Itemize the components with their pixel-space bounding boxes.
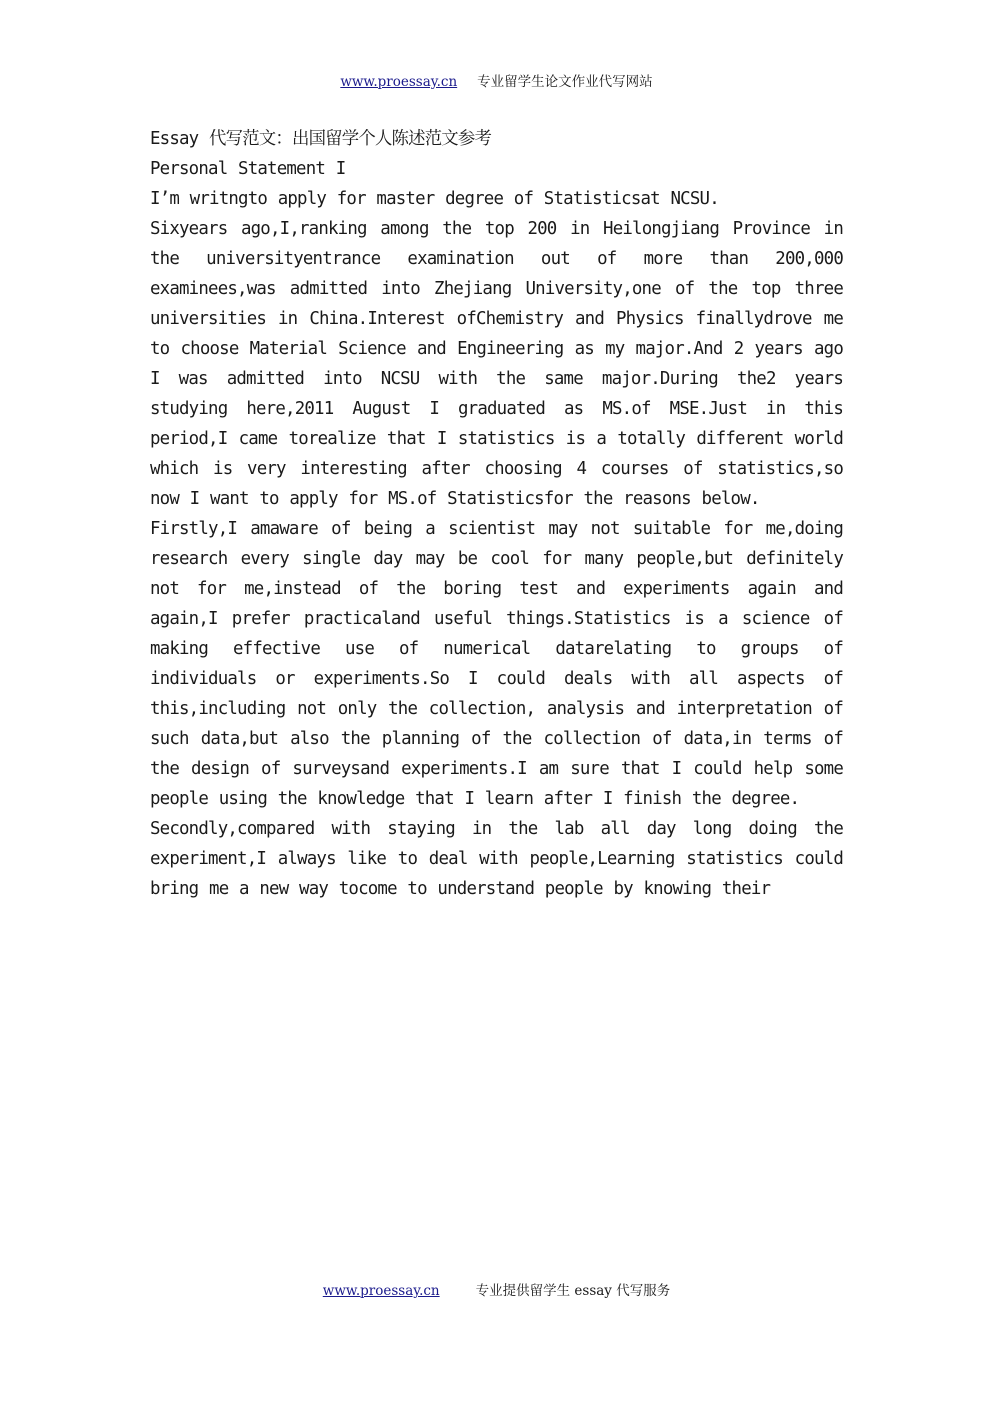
paragraph-background: Sixyears ago,I,ranking among the top 200 in Heilongjiang Province in the universityentrance examination out of more than 200,000 examinees,was admitted into Zhejiang University,one of the top three universities in China.Interest ofChemistry and Physics finallydrove me to choose Material Science and Engineering as my major.And 2 years ago I was admitted into NCSU with the same major.During the2 years studying here,2011 August I graduated as MS.of MSE.Just in this period,I came torealize that I statistics is a totally different world which is very interesting after choosing 4 courses of statistics,so now I want to apply for MS.of Statisticsfor the reasons below. bbox=[150, 219, 843, 509]
statement-heading: Personal Statement I bbox=[150, 159, 346, 179]
page-footer bbox=[0, 1281, 993, 1301]
document-body bbox=[150, 124, 843, 904]
footer-tagline: 专业提供留学生 essay 代写服务 bbox=[475, 1283, 671, 1299]
paragraph-firstly: Firstly,I amaware of being a scientist may not suitable for me,doing research every single day may be cool for many people,but definitely not for me,instead of the boring test and experiments again and again,I prefer practicaland useful things.Statistics is a science of making effective use of numerical datarelating to groups of individuals or experiments.So I could deals with all aspects of this,including not only the collection, analysis and interpretation of such data,but also the planning of the collection of data,in terms of the design of surveysand experiments.I am sure that I could help some people using the knowledge that I learn after I finish the degree. bbox=[150, 519, 843, 809]
footer-site-link[interactable]: www.proessay.cn bbox=[322, 1283, 440, 1299]
paragraph-secondly: Secondly,compared with staying in the lab all day long doing the experiment,I always like to deal with people,Learning statistics could bring me a new way tocome to understand people by knowing their bbox=[150, 819, 843, 899]
header-site-link[interactable]: www.proessay.cn bbox=[340, 74, 458, 90]
document-title: Essay 代写范文：出国留学个人陈述范文参考 bbox=[150, 129, 492, 149]
page-header bbox=[0, 72, 993, 92]
intro-sentence: I’m writngto apply for master degree of Statisticsat NCSU. bbox=[150, 189, 719, 209]
header-tagline: 专业留学生论文作业代写网站 bbox=[477, 74, 653, 90]
